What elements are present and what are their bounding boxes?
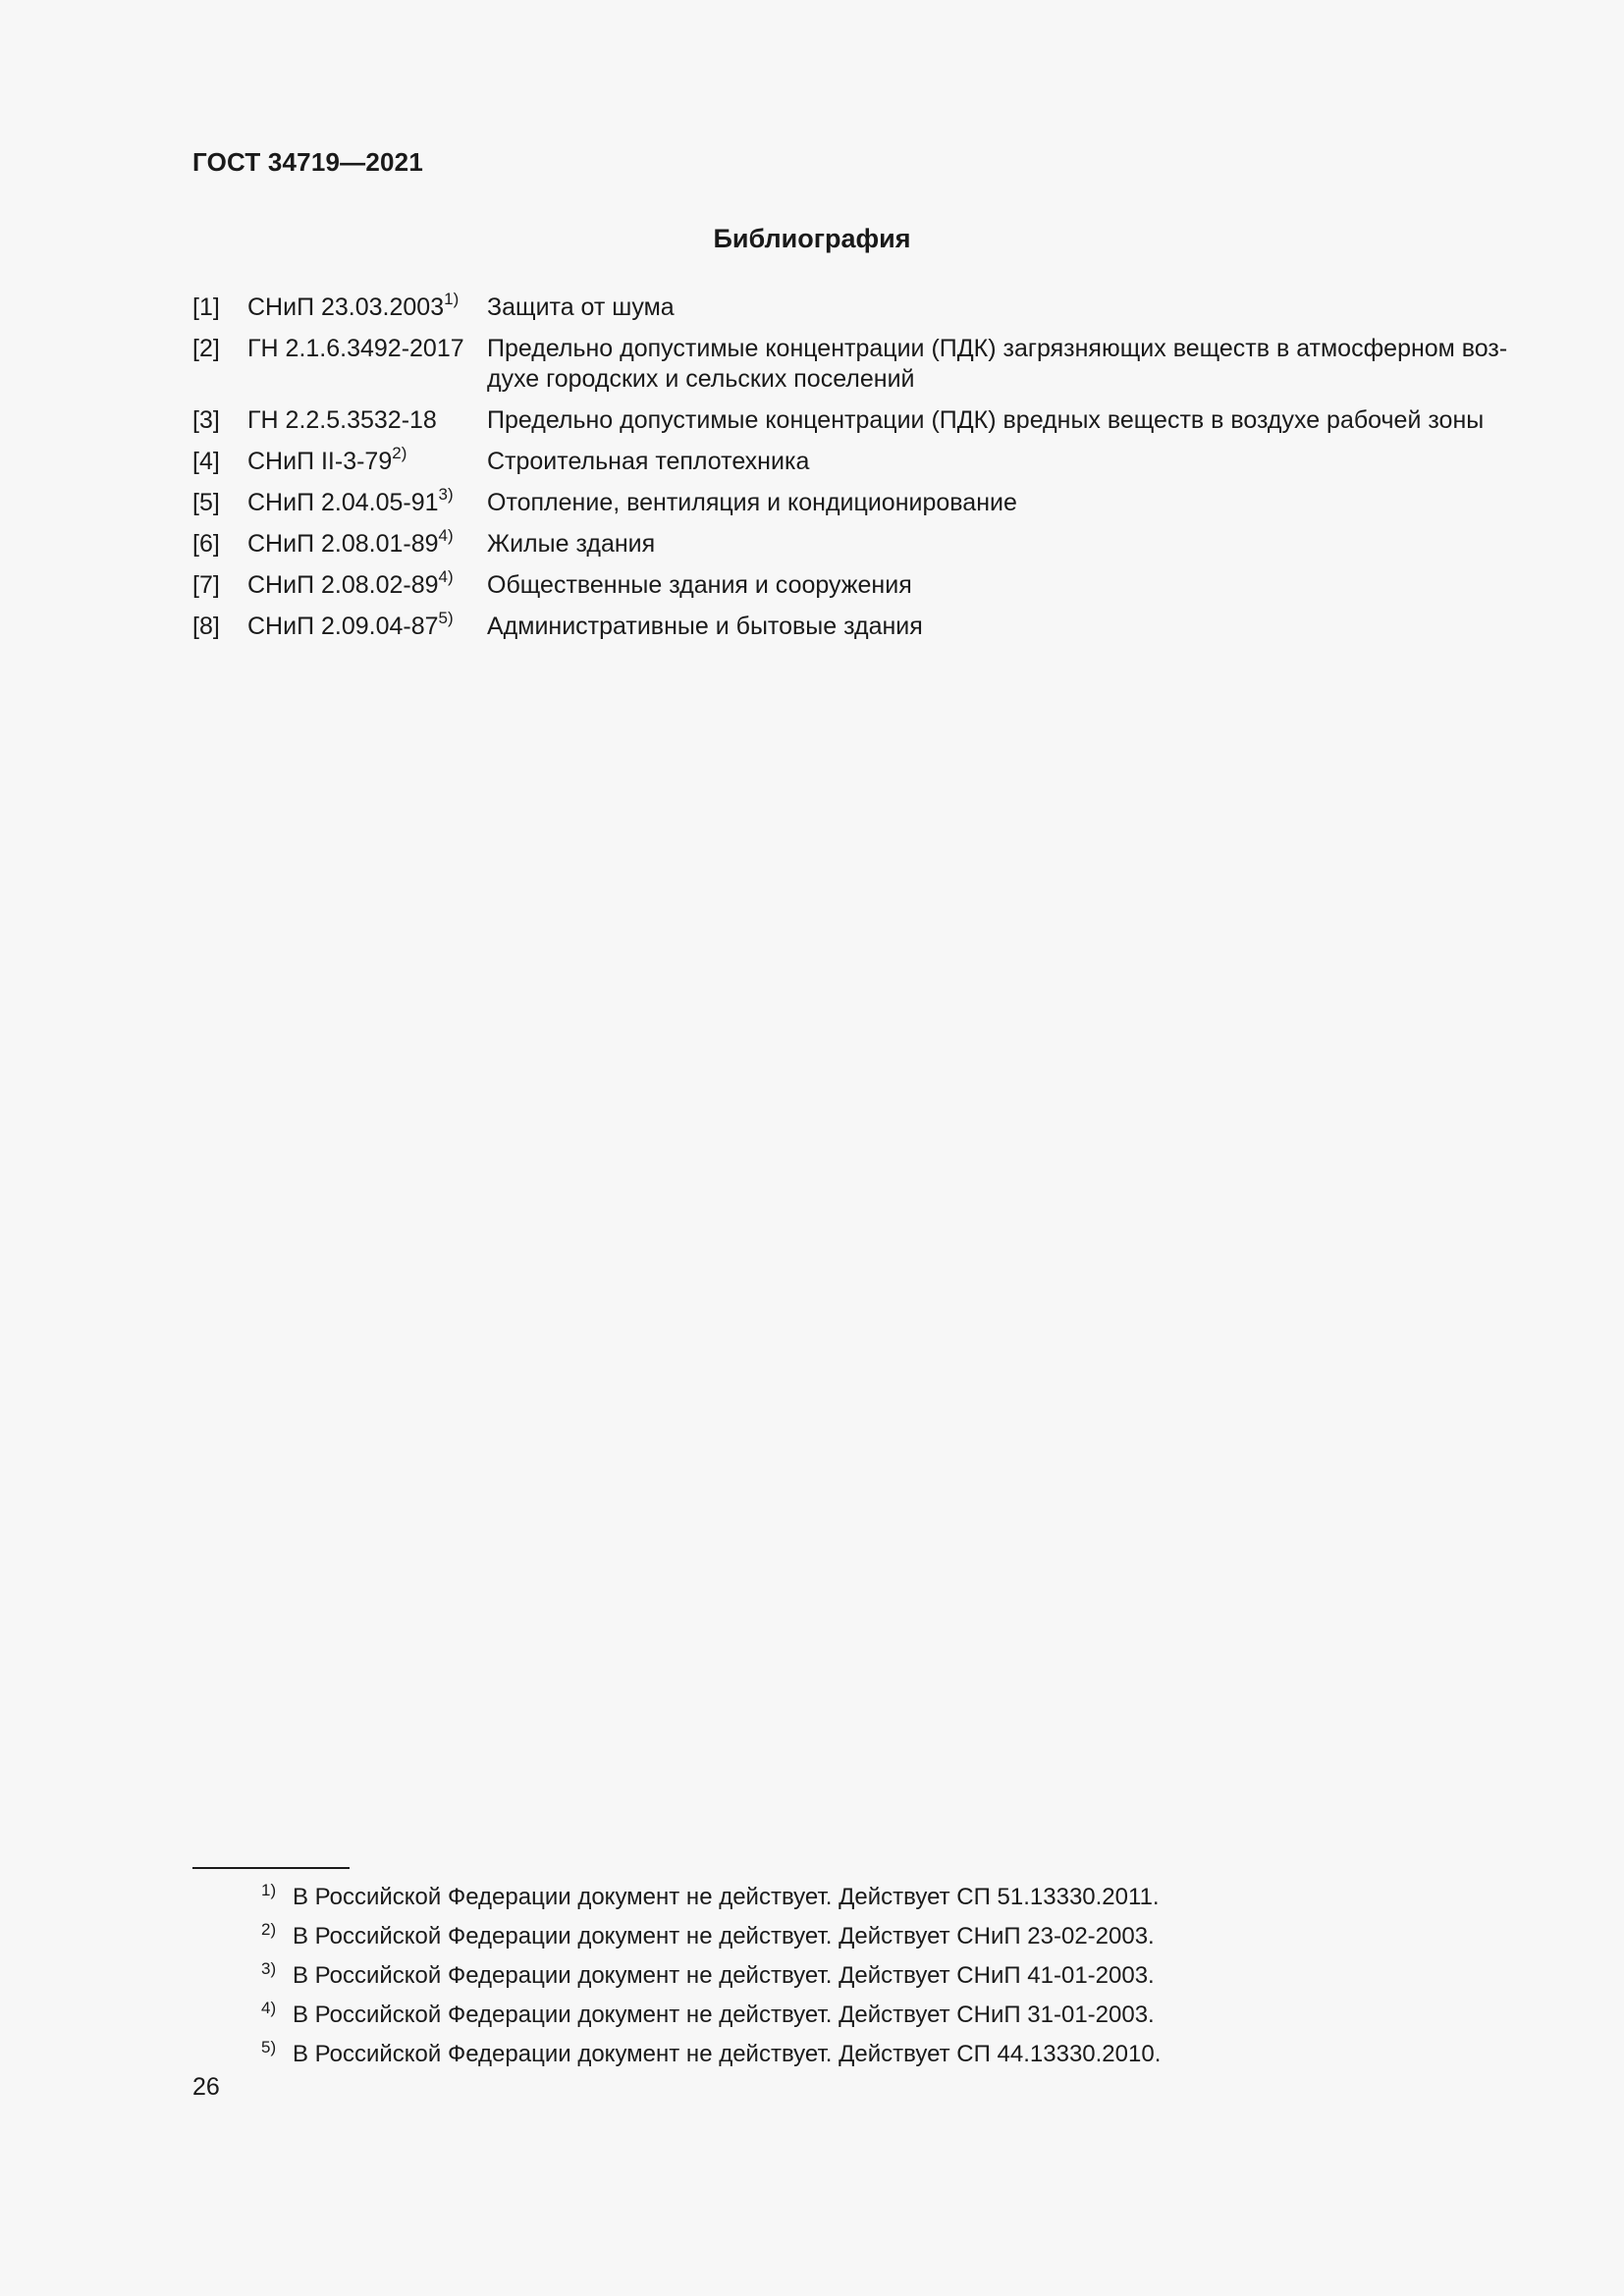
footnote-ref: 4) (438, 525, 454, 545)
bibliography-list (192, 289, 1518, 653)
footnote-mark: 1) (261, 1881, 277, 1899)
entry-number: [5] (192, 489, 220, 516)
entry-title: Предельно допустимые концентрации (ПДК) загрязняющих веществ в атмосферном воз-духе городских и сельских поселений (487, 335, 1508, 393)
footnote-separator (192, 1867, 350, 1869)
footnote-ref: 4) (438, 566, 454, 586)
document-header: ГОСТ 34719—2021 (192, 147, 423, 177)
entry-title: Защита от шума (487, 294, 675, 321)
section-title: Библиография (713, 224, 911, 253)
bibliography-entry (192, 566, 1518, 601)
page-number: 26 (192, 2073, 220, 2101)
bibliography-entry (192, 484, 1518, 518)
footnote (261, 1957, 1341, 1997)
bibliography-entry (192, 334, 1518, 395)
footnote-text: В Российской Федерации документ не действует. Действует СП 51.13330.2011. (293, 1884, 1160, 1910)
footnote-mark: 2) (261, 1920, 277, 1939)
entry-title: Отопление, вентиляция и кондиционирование (487, 489, 1017, 516)
entry-code: СНиП 23.03.2003$^{1)}$ (247, 289, 460, 321)
footnote-text: В Российской Федерации документ не действует. Действует СНиП 31-01-2003. (293, 2002, 1155, 2028)
footnote-mark: 5) (261, 2038, 277, 2056)
footnote-ref: 1) (444, 289, 460, 308)
footnote-mark: 3) (261, 1959, 277, 1978)
entry-code: СНиП 2.04.05-91$^{3)}$ (247, 484, 454, 516)
entry-code: СНиП II-3-79$^{2)}$ (247, 443, 407, 475)
entry-code: ГН 2.1.6.3492-2017 (247, 335, 464, 362)
entry-code: СНиП 2.08.02-89$^{4)}$ (247, 566, 454, 599)
footnote-ref: 3) (438, 484, 454, 504)
footnote (261, 1918, 1341, 1957)
entry-number: [2] (192, 335, 220, 362)
footnote-text: В Российской Федерации документ не действует. Действует СП 44.13330.2010. (293, 2041, 1162, 2067)
entry-number: [3] (192, 406, 220, 434)
footnote-mark: 4) (261, 1999, 277, 2017)
bibliography-entry (192, 405, 1518, 436)
entry-title: Административные и бытовые здания (487, 613, 923, 640)
footnote-ref: 2) (392, 443, 407, 462)
footnote (261, 1997, 1341, 2036)
entry-code: ГН 2.2.5.3532-18 (247, 406, 437, 434)
footnote-ref: 5) (438, 608, 454, 627)
entry-title: Общественные здания и сооружения (487, 571, 912, 599)
entry-number: [4] (192, 448, 220, 475)
footnote-text: В Российской Федерации документ не действует. Действует СНиП 23-02-2003. (293, 1923, 1155, 1949)
entry-number: [7] (192, 571, 220, 599)
bibliography-entry (192, 289, 1518, 323)
entry-code: СНиП 2.09.04-87$^{5)}$ (247, 608, 454, 640)
entry-number: [8] (192, 613, 220, 640)
bibliography-entry (192, 608, 1518, 642)
entry-code: СНиП 2.08.01-89$^{4)}$ (247, 525, 454, 558)
footnote (261, 2036, 1341, 2075)
bibliography-entry (192, 443, 1518, 477)
footnote-text: В Российской Федерации документ не действует. Действует СНиП 41-01-2003. (293, 1962, 1155, 1989)
entry-title: Строительная теплотехника (487, 448, 810, 475)
bibliography-entry (192, 525, 1518, 560)
entry-title: Жилые здания (487, 530, 656, 558)
entry-title: Предельно допустимые концентрации (ПДК) вредных веществ в воздухе рабочей зоны (487, 406, 1485, 434)
entry-number: [1] (192, 294, 220, 321)
entry-number: [6] (192, 530, 220, 558)
footnote (261, 1879, 1341, 1918)
footnotes (261, 1879, 1341, 2075)
